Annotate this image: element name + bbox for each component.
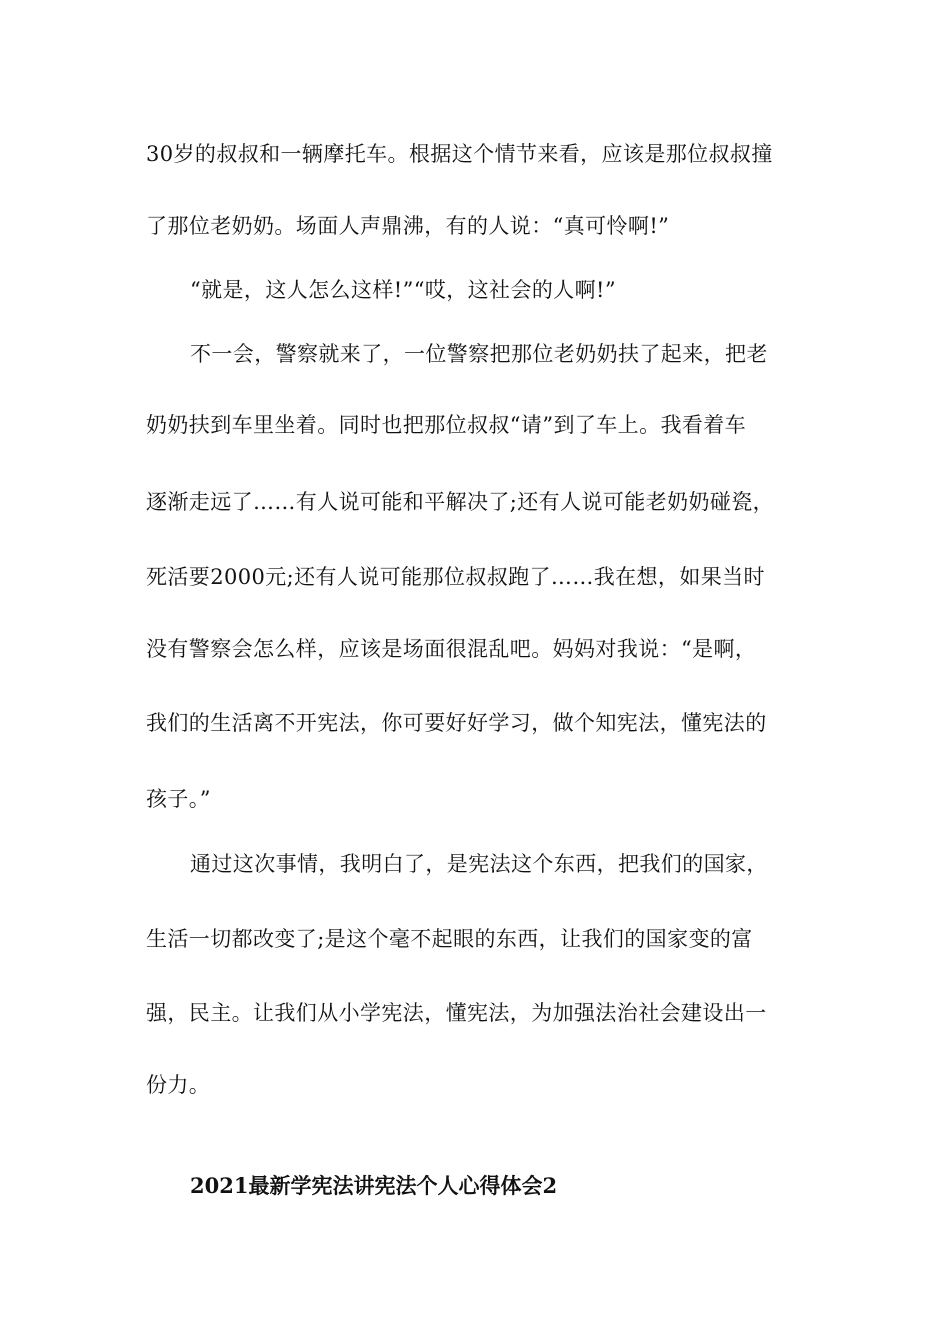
text-line: 强，民主。让我们从小学宪法，懂宪法，为加强法治社会建设出一 — [146, 1001, 767, 1025]
text-line: 没有警察会怎么样，应该是场面很混乱吧。妈妈对我说：“是啊， — [146, 637, 757, 661]
text-line: “就是，这人怎么这样!”“哎，这社会的人啊!” — [190, 278, 617, 302]
text-line: 生活一切都改变了;是这个毫不起眼的东西，让我们的国家变的富 — [146, 927, 753, 951]
text-line: 奶奶扶到车里坐着。同时也把那位叔叔“请”到了车上。我看着车 — [146, 413, 747, 437]
text-line: 逐渐走远了……有人说可能和平解决了;还有人说可能老奶奶碰瓷， — [146, 490, 775, 514]
text-line: 了那位老奶奶。场面人声鼎沸，有的人说：“真可怜啊!” — [146, 214, 670, 238]
text-line: 30岁的叔叔和一辆摩托车。根据这个情节来看，应该是那位叔叔撞 — [146, 142, 773, 166]
text-line: 孩子。” — [146, 787, 211, 811]
text-line: 通过这次事情，我明白了，是宪法这个东西，把我们的国家， — [190, 852, 768, 876]
text-line: 我们的生活离不开宪法，你可要好好学习，做个知宪法，懂宪法的 — [146, 711, 767, 735]
text-line: 份力。 — [146, 1073, 211, 1097]
text-line: 不一会，警察就来了，一位警察把那位老奶奶扶了起来，把老 — [190, 342, 768, 366]
text-line: 死活要2000元;还有人说可能那位叔叔跑了……我在想，如果当时 — [146, 565, 765, 589]
section-heading: 2021最新学宪法讲宪法个人心得体会2 — [190, 1173, 558, 1198]
